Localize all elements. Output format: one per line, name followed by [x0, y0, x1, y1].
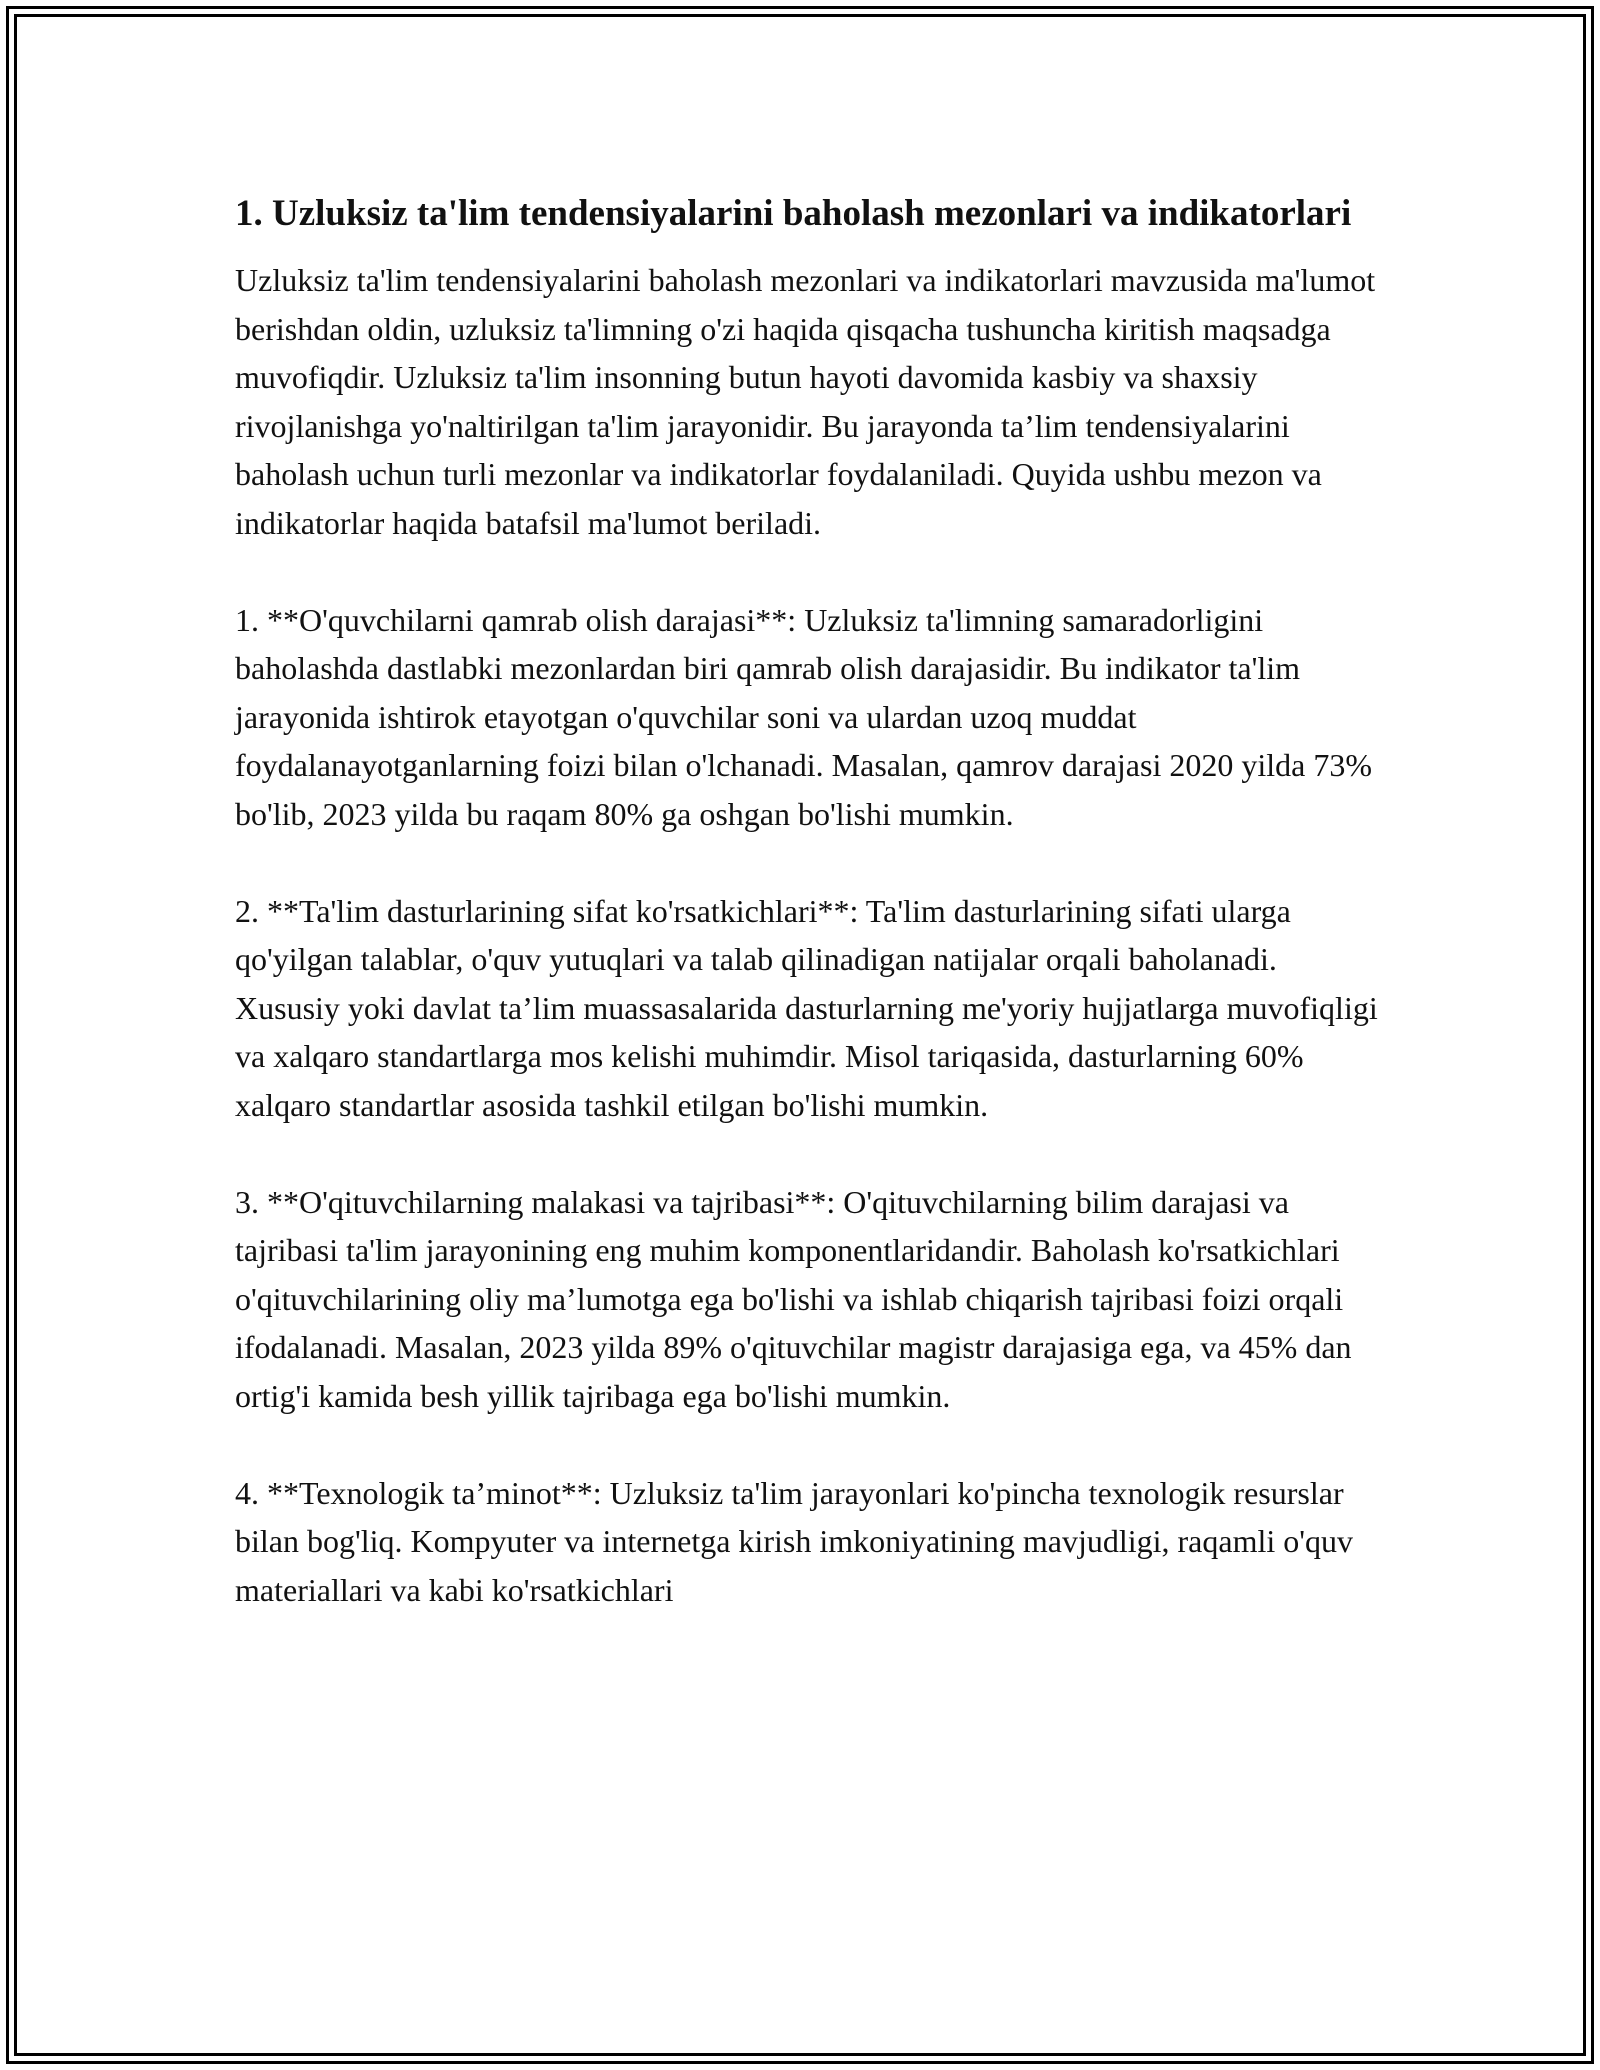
- document-body: [235, 186, 1385, 1614]
- criterion-paragraph-1: 1. **O'quvchilarni qamrab olish darajasi**: Uzluksiz ta'limning samaradorligini baholashda dastlabki mezonlardan biri qamrab olish darajasidir. Bu indikator ta'lim jarayonida ishtirok etayotgan o'quvchilar soni va ulardan uzoq muddat foydalanayotganlarning foizi bilan o'lchanadi. Masalan, qamrov darajasi 2020 yilda 73% bo'lib, 2023 yilda bu raqam 80% ga oshgan bo'lishi mumkin.: [235, 601, 1372, 832]
- section-heading: 1. Uzluksiz ta'lim tendensiyalarini baholash mezonlari va indikatorlari: [235, 193, 1352, 234]
- criterion-paragraph-3: 3. **O'qituvchilarning malakasi va tajribasi**: O'qituvchilarning bilim darajasi va tajribasi ta'lim jarayonining eng muhim komponentlaridandir. Baholash ko'rsatkichlari o'qituvchilarining oliy ma’lumotga ega bo'lishi va ishlab chiqarish tajribasi foizi orqali ifodalanadi. Masalan, 2023 yilda 89% o'qituvchilar magistr darajasiga ega, va 45% dan ortig'i kamida besh yillik tajribaga ega bo'lishi mumkin.: [235, 1183, 1352, 1414]
- criterion-paragraph-4: 4. **Texnologik ta’minot**: Uzluksiz ta'lim jarayonlari ko'pincha texnologik resurslar bilan bog'liq. Kompyuter va internetga kirish imkoniyatining mavjudligi, raqamli o'quv materiallari va kabi ko'rsatkichlari: [235, 1474, 1354, 1608]
- intro-paragraph: Uzluksiz ta'lim tendensiyalarini baholash mezonlari va indikatorlari mavzusida ma'lumot berishdan oldin, uzluksiz ta'limning o'zi haqida qisqacha tushuncha kiritish maqsadga muvofiqdir. Uzluksiz ta'lim insonning butun hayoti davomida kasbiy va shaxsiy rivojlanishga yo'naltirilgan ta'lim jarayonidir. Bu jarayonda ta’lim tendensiyalarini baholash uchun turli mezonlar va indikatorlar foydalaniladi. Quyida ushbu mezon va indikatorlar haqida batafsil ma'lumot beriladi.: [235, 262, 1376, 541]
- criterion-paragraph-2: 2. **Ta'lim dasturlarining sifat ko'rsatkichlari**: Ta'lim dasturlarining sifati ularga qo'yilgan talablar, o'quv yutuqlari va talab qilinadigan natijalar orqali baholanadi. Xususiy yoki davlat ta’lim muassasalarida dasturlarning me'yoriy hujjatlarga muvofiqligi va xalqaro standartlarga mos kelishi muhimdir. Misol tariqasida, dasturlarning 60% xalqaro standartlar asosida tashkil etilgan bo'lishi mumkin.: [235, 892, 1378, 1123]
